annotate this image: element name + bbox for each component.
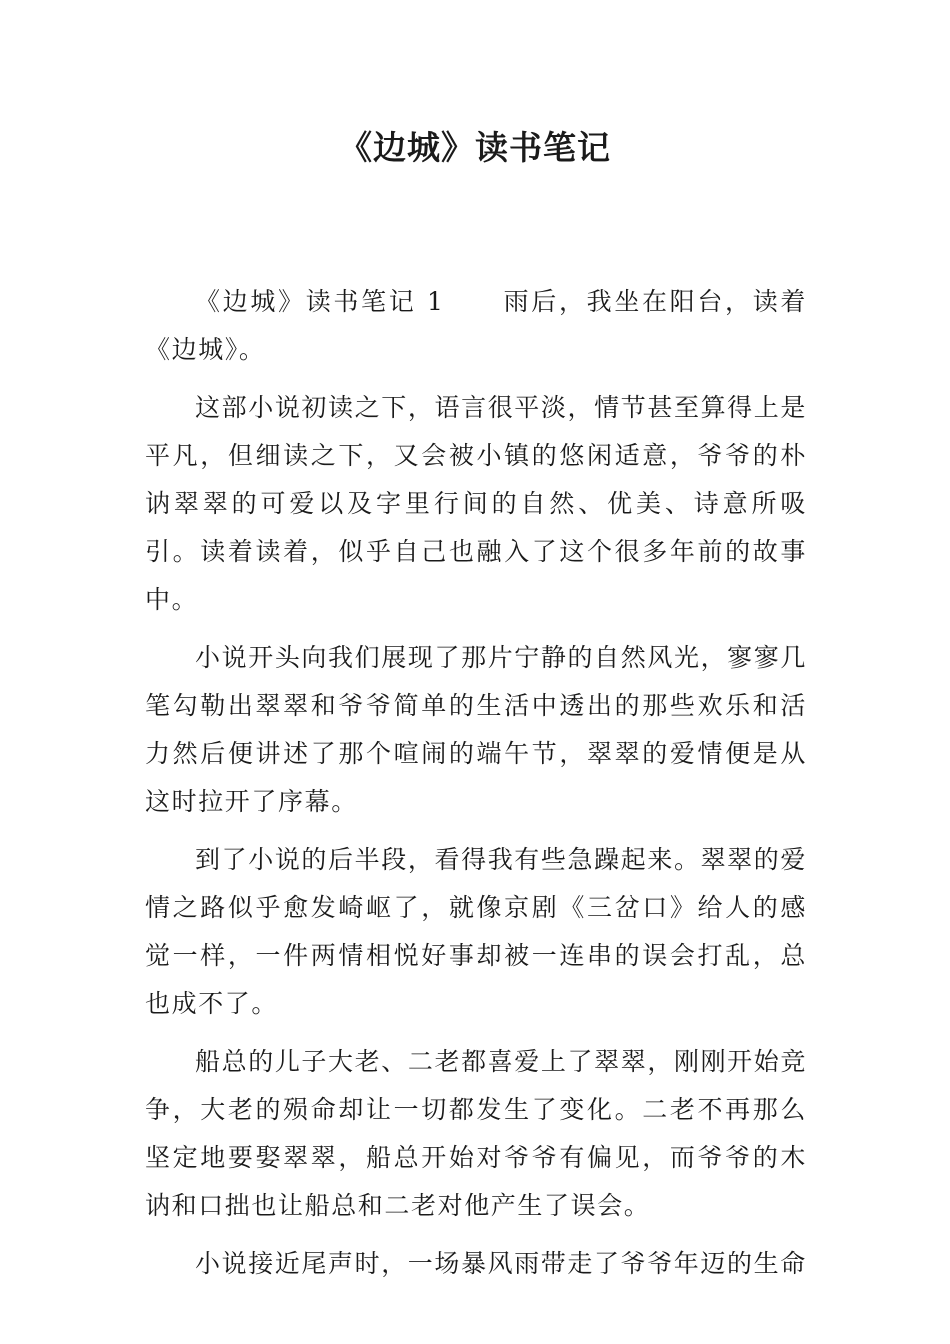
paragraph-3: 小说开头向我们展现了那片宁静的自然风光，寥寥几笔勾勒出翠翠和爷爷简单的生活中透出的那些欢乐和活力然后便讲述了那个喧闹的端午节，翠翠的爱情便是从这时拉开了序幕。 bbox=[145, 643, 807, 816]
paragraph-6: 小说接近尾声时，一场暴风雨带走了爷爷年迈的生命 bbox=[195, 1249, 807, 1278]
document-body bbox=[145, 278, 807, 1298]
paragraph-1 bbox=[145, 278, 807, 374]
paragraph-4: 到了小说的后半段，看得我有些急躁起来。翠翠的爱情之路似乎愈发崎岖了，就像京剧《三岔口》给人的感觉一样，一件两情相悦好事却被一连串的误会打乱，总也成不了。 bbox=[145, 845, 807, 1018]
document-title: 《边城》读书笔记 bbox=[339, 128, 611, 167]
paragraph-2: 这部小说初读之下，语言很平淡，情节甚至算得上是平凡，但细读之下，又会被小镇的悠闲适意，爷爷的朴讷翠翠的可爱以及字里行间的自然、优美、诗意所吸引。读着读着，似乎自己也融入了这个很多年前的故事中。 bbox=[145, 393, 807, 614]
section-heading: 《边城》读书笔记 1 bbox=[195, 287, 445, 316]
paragraph-1-text: 雨后，我坐在阳台，读着《边城》。 bbox=[145, 287, 807, 364]
paragraph-5: 船总的儿子大老、二老都喜爱上了翠翠，刚刚开始竞争，大老的殒命却让一切都发生了变化。二老不再那么坚定地要娶翠翠，船总开始对爷爷有偏见，而爷爷的木讷和口拙也让船总和二老对他产生了误会。 bbox=[145, 1047, 807, 1220]
